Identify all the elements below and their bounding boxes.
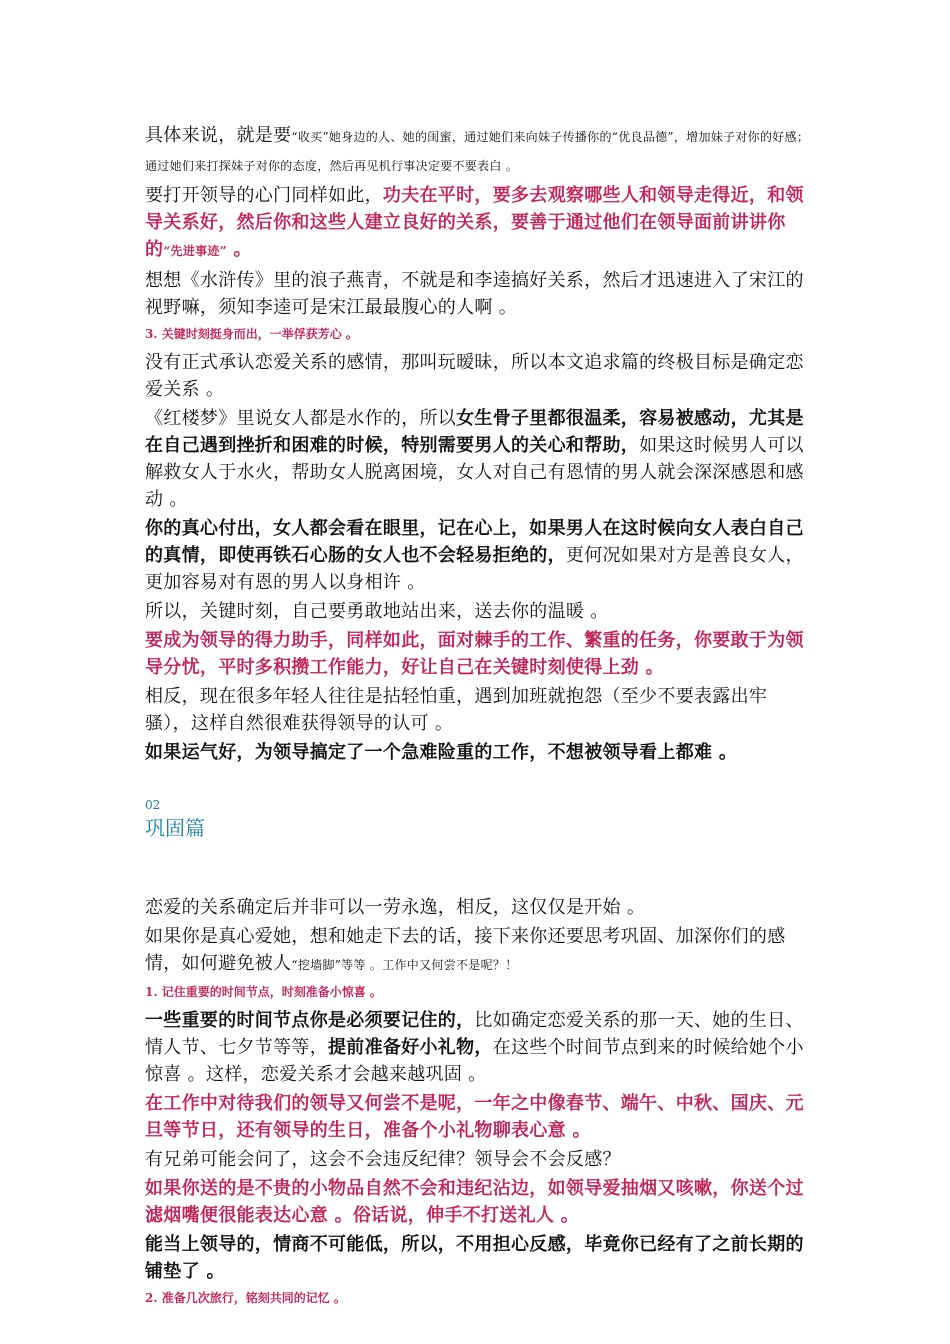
text-run: 具体来说，就是要 bbox=[145, 125, 292, 146]
text-run: 更何况如果对方是善良女人，更加容易对有恩的男人以身相许 。 bbox=[145, 545, 804, 593]
highlight-paragraph: 在工作中对待我们的领导又何尝不是呢，一年之中像春节、端午、中秋、国庆、元旦等节日，还有领导的生日，准备个小礼物聊表心意 。 bbox=[145, 1093, 804, 1141]
highlight-text: 。 bbox=[226, 239, 252, 260]
highlight-paragraph: 如果你送的是不贵的小物品自然不会和违纪沾边，如领导爱抽烟又咳嗽，你送个过滤烟嘴便很能表达心意 。俗话说，伸手不打送礼人 。 bbox=[145, 1178, 804, 1226]
text-run: 《红楼梦》里说女人都是水作的，所以 bbox=[145, 408, 457, 429]
subheading: 3. 关键时刻挺身而出，一举俘获芳心 。 bbox=[145, 327, 358, 341]
paragraph bbox=[145, 923, 810, 979]
bold-text: 你的真心付出，女人都会看在眼里，记在心上，如果男人在这时候向女人表白自己的真情，即使再铁石心肠的女人也不会轻易拒绝的， bbox=[145, 518, 804, 566]
bold-text: 提前准备好小礼物， bbox=[328, 1037, 493, 1058]
section-title: 巩固篇 bbox=[145, 816, 205, 840]
text-run: 要打开领导的心门同样如此， bbox=[145, 185, 383, 206]
text-run: 比如确定恋爱关系的那一天、她的生日、情人节、七夕节等等， bbox=[145, 1010, 804, 1058]
bold-paragraph: 如果运气好，为领导搞定了一个急难险重的工作，不想被领导看上都难 。 bbox=[145, 742, 738, 763]
subheading: 2. 准备几次旅行，铭刻共同的记忆 。 bbox=[145, 1291, 346, 1305]
paragraph bbox=[145, 122, 810, 180]
paragraph: 没有正式承认恋爱关系的感情，那叫玩暧昧，所以本文追求篇的终极目标是确定恋爱关系 。 bbox=[145, 352, 804, 400]
text-run: 如果这时候男人可以解救女人于水火，帮助女人脱离困境，女人对自己有恩情的男人就会深深感恩和感动 。 bbox=[145, 435, 804, 510]
paragraph bbox=[145, 1007, 810, 1088]
highlight-text: 功夫在平时，要多去观察哪些人和领导走得近，和领导关系好，然后你和这些人建立良好的关系，要善于通过他们在领导面前讲讲你的 bbox=[145, 185, 804, 260]
text-run: “挖墙脚”等等 。工作中又何尝不是呢？！ bbox=[291, 958, 518, 972]
text-run: “收买”她身边的人、她的闺蜜，通过她们来向妹子传播你的“优良品德”，增加妹子对你的好感；通过她们来打探妹子对你的态度，然后再见机行事决定要不要表白 。 bbox=[145, 130, 810, 173]
bold-text: 女生骨子里都很温柔，容易被感动，尤其是在自己遇到挫折和困难的时候，特别需要男人的关心和帮助， bbox=[145, 408, 804, 456]
text-run: 如果你是真心爱她，想和她走下去的话，接下来你还要思考巩固、加深你们的感情，如何避免被人 bbox=[145, 926, 786, 974]
paragraph bbox=[145, 405, 810, 513]
paragraph: 想想《水浒传》里的浪子燕青，不就是和李逵搞好关系，然后才迅速进入了宋江的视野嘛，须知李逵可是宋江最最腹心的人啊 。 bbox=[145, 270, 804, 318]
paragraph bbox=[145, 182, 810, 265]
subheading: 1. 记住重要的时间节点，时刻准备小惊喜 。 bbox=[145, 985, 382, 999]
document-body bbox=[145, 122, 810, 1313]
section-number: 02 bbox=[145, 798, 161, 812]
paragraph: 相反，现在很多年轻人往往是拈轻怕重，遇到加班就抱怨（至少不要表露出牢骚），这样自然很难获得领导的认可 。 bbox=[145, 686, 768, 734]
bold-text: 一些重要的时间节点你是必须要记住的， bbox=[145, 1010, 475, 1031]
paragraph bbox=[145, 515, 810, 596]
highlight-text: “先进事迹” bbox=[163, 244, 227, 258]
highlight-paragraph: 要成为领导的得力助手，同样如此，面对棘手的工作、繁重的任务，你要敢于为领导分忧，平时多积攒工作能力，好让自己在关键时刻使得上劲 。 bbox=[145, 630, 804, 678]
paragraph: 所以，关键时刻，自己要勇敢地站出来，送去你的温暖 。 bbox=[145, 601, 609, 622]
paragraph: 有兄弟可能会问了，这会不会违反纪律？领导会不会反感？ bbox=[145, 1149, 621, 1170]
text-run: 在这些个时间节点到来的时候给她个小惊喜 。这样，恋爱关系才会越来越巩固 。 bbox=[145, 1037, 804, 1085]
bold-paragraph: 能当上领导的，情商不可能低，所以，不用担心反感，毕竟你已经有了之前长期的铺垫了 。 bbox=[145, 1234, 804, 1282]
paragraph: 恋爱的关系确定后并非可以一劳永逸，相反，这仅仅是开始 。 bbox=[145, 897, 646, 918]
